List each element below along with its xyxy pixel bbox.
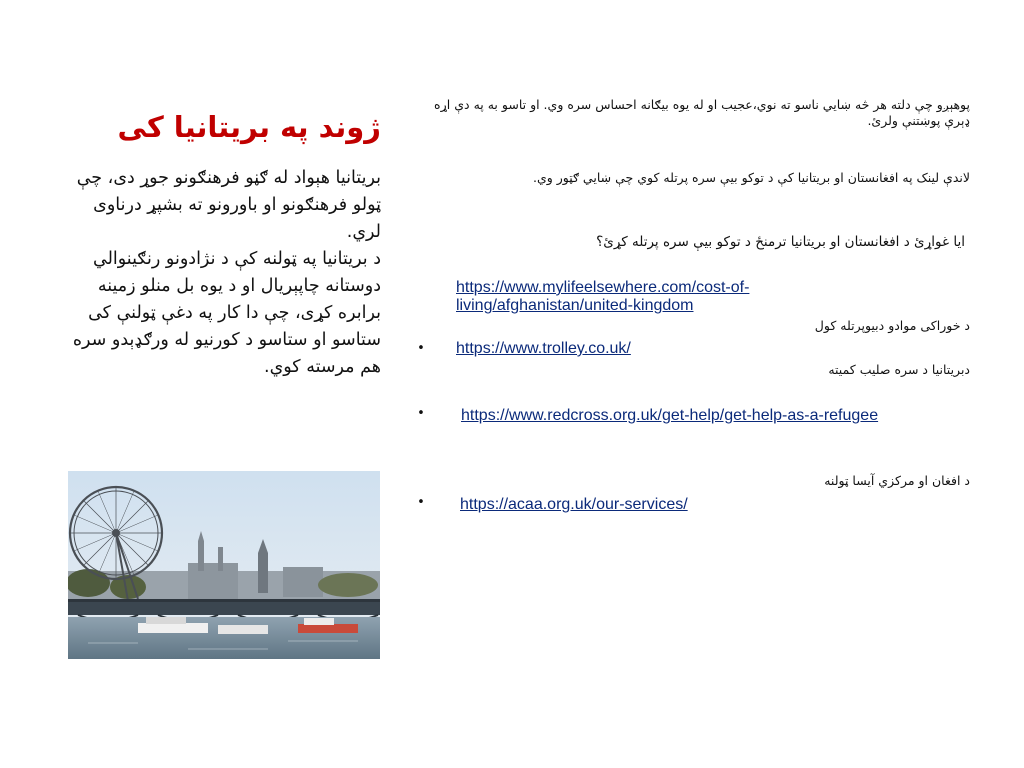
bullet-item-3: • <box>417 406 425 421</box>
links-intro-text: لاندې لینک په افغانستان او بریتانیا کې د توکو بیې سره پرتله کوي چې ښايي ګټور وي. <box>532 170 970 185</box>
right-intro-text: پوهېږو چې دلته هر څه ښايي ناسو ته نوي،عجيب او له يوه بيګانه احساس سره وي. او تاسو به په دې اړه ډېرې پوښتنې ولرئ. <box>434 97 970 128</box>
link-trolley[interactable]: https://www.trolley.co.uk/ <box>456 340 631 357</box>
page-title: ژوند په بریتانیا کی <box>117 110 381 144</box>
link-cost-of-living[interactable] <box>456 279 749 315</box>
bullet-item-2: • <box>417 341 425 356</box>
intro-paragraph-2: د بریتانیا په ټولنه کې د نژادونو رنګینوالي دوستانه چاپېریال او د یوه بل منلو زمینه برابره کړی، چې دا کار په دغې ټولنې کی ستاسو او ستاسو د کورنیو له ورګډېدو سره هم مرسته کوي. <box>72 249 381 377</box>
intro-paragraph-1: بريتانيا هېواد له ګڼو فرهنګونو جوړ دی، چې ټولو فرهنګونو او باورونو ته بشپړ درناوی لري. <box>76 168 381 242</box>
link-cost-of-living-line-1: https://www.mylifeelsewhere.com/cost-of- <box>456 279 750 296</box>
caption-red-cross: دبریتانیا د سره صلیب کمیته <box>828 362 970 377</box>
london-eye-photo <box>68 471 380 659</box>
caption-acaa: د افغان او مرکزي آیسا ټولنه <box>824 473 970 488</box>
question-text: ایا غواړئ د افغانستان او بریتانیا ترمنځ د توکو بیې سره پرتله کړئ؟ <box>596 234 965 250</box>
left-column <box>62 105 387 381</box>
link-red-cross[interactable]: https://www.redcross.org.uk/get-help/get-help-as-a-refugee <box>461 407 879 424</box>
link-acaa[interactable]: https://acaa.org.uk/our-services/ <box>460 496 688 513</box>
caption-food-prices: د خوراکی موادو دبیوپرتله کول <box>814 318 970 333</box>
link-cost-of-living-line-2: living/afghanistan/united-kingdom <box>456 297 694 314</box>
bullet-item-4: • <box>417 495 425 510</box>
london-eye-illustration <box>68 471 380 659</box>
